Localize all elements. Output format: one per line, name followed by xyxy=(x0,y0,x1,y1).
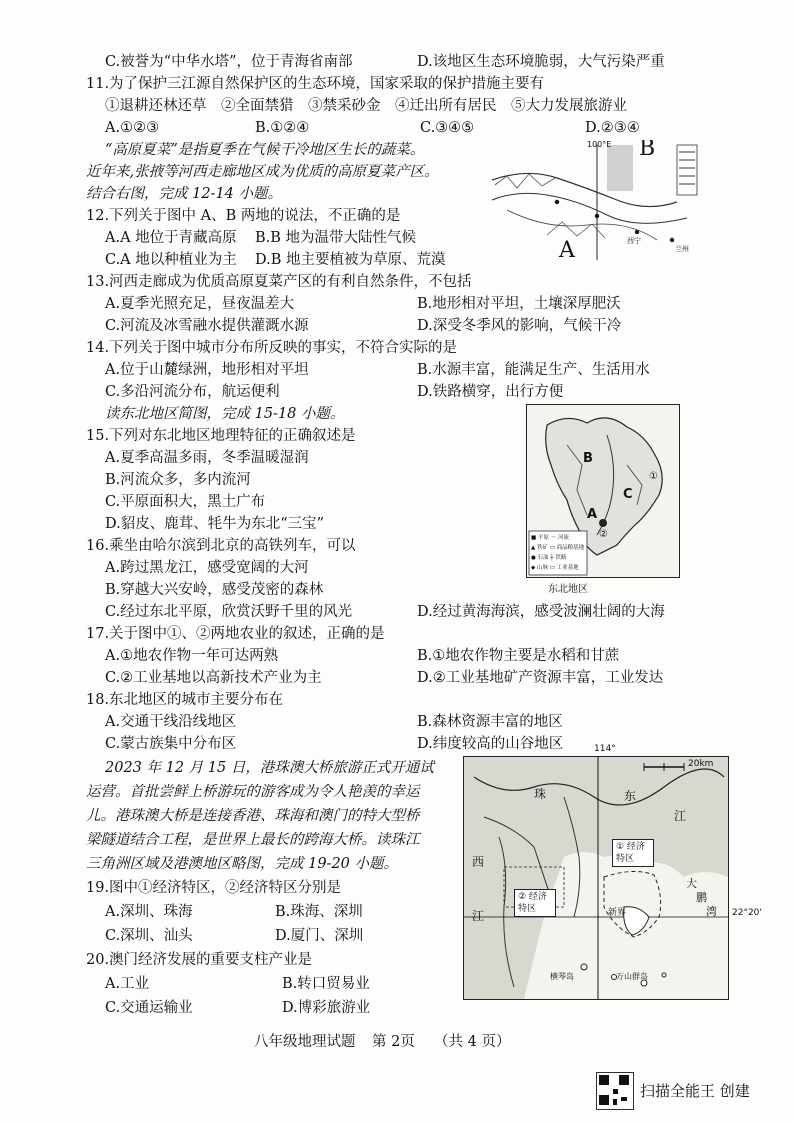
prd-map-label-jiang: 江 xyxy=(674,809,687,823)
footer-page: 第 2页 xyxy=(372,1034,415,1050)
intro-12-line-3: 结合右图，完成 12-14 小题。 xyxy=(86,186,283,202)
q14-stem: 14.下列关于图中城市分布所反映的事实，不符合实际的是 xyxy=(86,340,458,356)
northeast-map-label-a: A xyxy=(587,507,598,522)
northeast-map-label-b: B xyxy=(583,451,593,466)
legend-row: ● 石油 ┼ 铁路 xyxy=(531,555,567,561)
q14-option-c: C.多沿河流分布，航运便利 xyxy=(105,384,280,400)
q15-option-b: B.河流众多，多内流河 xyxy=(105,472,251,488)
intro-19-line-1: 2023 年 12 月 15 日，港珠澳大桥旅游正式开通试 xyxy=(105,760,434,776)
q11-stem: 11.为了保护三江源自然保护区的生态环境，国家采取的保护措施主要有 xyxy=(86,76,545,92)
northeast-map-legend xyxy=(531,533,584,573)
footer-total: （共 4 页） xyxy=(434,1034,511,1050)
pearl-river-delta-map xyxy=(463,756,729,1000)
q18-option-d: D.纬度较高的山谷地区 xyxy=(417,736,564,752)
prd-map-label-xinjie: 新界 xyxy=(608,908,627,918)
hexi-map-city-lanzhou: 兰州 xyxy=(675,245,689,253)
q10-option-d: D.该地区生态环境脆弱，大气污染严重 xyxy=(417,54,665,70)
q15-option-c: C.平原面积大，黑土广布 xyxy=(105,494,266,510)
hexi-map-drawing xyxy=(487,140,701,262)
q11-measures: ①退耕还林还草 ②全面禁猎 ③禁采砂金 ④迁出所有居民 ⑤大力发展旅游业 xyxy=(105,98,627,114)
q17-stem: 17.关于图中①、②两地农业的叙述，正确的是 xyxy=(86,626,385,642)
northeast-china-map xyxy=(526,404,680,578)
q11-option-b: B.①②④ xyxy=(255,120,310,136)
legend-row: ◆ 山脉 ▭ 工业基地 xyxy=(531,565,579,571)
northeast-map-label-2: ② xyxy=(599,529,608,540)
q13-option-c: C.河流及冰雪融水提供灌溉水源 xyxy=(105,318,309,334)
q18-option-a: A.交通干线沿线地区 xyxy=(105,714,237,730)
q12-option-b: B.B 地为温带大陆性气候 xyxy=(255,230,417,246)
q11-option-a: A.①②③ xyxy=(105,120,160,136)
prd-map-label-da: 大 xyxy=(686,877,697,890)
prd-map-label-jiang2: 江 xyxy=(472,909,485,923)
northeast-map-label-c: C xyxy=(623,487,633,502)
intro-19-line-4: 梁隧道结合工程，是世界上最长的跨海大桥。读珠江 xyxy=(86,832,420,848)
q12-option-c: C.A 地以种植业为主 xyxy=(105,252,237,268)
intro-12-line-1: “高原夏菜”是指夏季在气候干冷地区生长的蔬菜。 xyxy=(105,142,425,158)
q11-option-d: D.②③④ xyxy=(585,120,640,136)
q18-stem: 18.东北地区的城市主要分布在 xyxy=(86,692,284,708)
q19-stem: 19.图中①经济特区，②经济特区分别是 xyxy=(86,880,342,896)
q19-option-a: A.深圳、珠海 xyxy=(105,904,193,920)
prd-map-label-zhu: 珠 xyxy=(534,787,547,801)
hexi-map-label-b: B xyxy=(639,140,656,161)
q14-option-d: D.铁路横穿，出行方便 xyxy=(417,384,564,400)
legend-row: ▲ 铁矿 ▭ 商品粮基地 xyxy=(531,545,585,551)
q13-option-d: D.深受冬季风的影响，气候干冷 xyxy=(417,318,622,334)
prd-map-sez-2: ② 经济特区 xyxy=(514,889,556,917)
q11-option-c: C.③④⑤ xyxy=(420,120,475,136)
prd-map-scale: 20km xyxy=(688,759,714,769)
hexi-map-label-a: A xyxy=(559,238,575,262)
q20-option-d: D.博彩旅游业 xyxy=(282,1000,371,1016)
q20-option-c: C.交通运输业 xyxy=(105,1000,193,1016)
prd-map-label-wanshan: 万山群岛 xyxy=(616,972,648,981)
q16-stem: 16.乘坐由哈尔滨到北京的高铁列车，可以 xyxy=(86,538,356,554)
prd-map-longitude: 114° xyxy=(594,744,616,754)
intro-19-line-5: 三角洲区域及港澳地区略图，完成 19-20 小题。 xyxy=(86,856,399,872)
q17-option-c: C.②工业基地以高新技术产业为主 xyxy=(105,670,322,686)
q12-option-d: D.B 地主要植被为草原、荒漠 xyxy=(255,252,446,268)
q13-option-b: B.地形相对平坦，土壤深厚肥沃 xyxy=(417,296,621,312)
q13-option-a: A.夏季光照充足，昼夜温差大 xyxy=(105,296,295,312)
intro-15: 读东北地区简图，完成 15-18 小题。 xyxy=(105,406,345,422)
hexi-map-city-xining: 西宁 xyxy=(627,237,641,245)
prd-map-latitude: 22°20' xyxy=(732,908,762,918)
q18-option-c: C.蒙古族集中分布区 xyxy=(105,736,237,752)
prd-map-label-wan: 湾 xyxy=(706,905,717,918)
hexi-map-longitude: 100°E xyxy=(587,140,612,149)
northeast-map-label-1: ① xyxy=(649,471,658,482)
q15-option-d: D.貂皮、鹿茸、牦牛为东北“三宝” xyxy=(105,516,325,532)
footer-title: 八年级地理试题 xyxy=(254,1034,356,1050)
q17-option-b: B.①地农作物主要是水稻和甘蔗 xyxy=(417,648,620,664)
prd-map-label-dong: 东 xyxy=(624,789,637,803)
prd-map-label-hengqin: 横琴岛 xyxy=(550,972,574,981)
q17-option-a: A.①地农作物一年可达两熟 xyxy=(105,648,279,664)
q17-option-d: D.②工业基地矿产资源丰富，工业发达 xyxy=(417,670,664,686)
prd-map-label-peng: 鹏 xyxy=(696,891,707,904)
qr-code-icon xyxy=(596,1072,634,1110)
q10-option-c: C.被誉为“中华水塔”，位于青海省南部 xyxy=(105,54,353,70)
hexi-corridor-map xyxy=(487,140,701,262)
q18-option-b: B.森林资源丰富的地区 xyxy=(417,714,563,730)
northeast-map-title: 东北地区 xyxy=(548,584,588,595)
prd-map-label-xi: 西 xyxy=(472,855,485,869)
q16-option-b: B.穿越大兴安岭，感受茂密的森林 xyxy=(105,582,324,598)
q16-option-c: C.经过东北平原，欣赏沃野千里的风光 xyxy=(105,604,353,620)
q14-option-a: A.位于山麓绿洲，地形相对平坦 xyxy=(105,362,309,378)
q15-stem: 15.下列对东北地区地理特征的正确叙述是 xyxy=(86,428,356,444)
q19-option-d: D.厦门、深圳 xyxy=(275,928,364,944)
q12-stem: 12.下列关于图中 A、B 两地的说法，不正确的是 xyxy=(86,208,401,224)
q19-option-c: C.深圳、汕头 xyxy=(105,928,193,944)
scanner-watermark: 扫描全能王 创建 xyxy=(640,1082,750,1100)
q20-option-b: B.转口贸易业 xyxy=(282,976,370,992)
q16-option-a: A.跨过黑龙江，感受宽阔的大河 xyxy=(105,560,309,576)
intro-19-line-3: 儿。港珠澳大桥是连接香港、珠海和澳门的特大型桥 xyxy=(86,808,420,824)
intro-12-line-2: 近年来,张掖等河西走廊地区成为优质的高原夏菜产区。 xyxy=(86,164,439,180)
prd-map-sez-1: ① 经济特区 xyxy=(612,839,654,867)
q12-option-a: A.A 地位于青藏高原 xyxy=(105,230,237,246)
q15-option-a: A.夏季高温多雨，冬季温暖湿润 xyxy=(105,450,309,466)
q20-option-a: A.工业 xyxy=(105,976,150,992)
q13-stem: 13.河西走廊成为优质高原夏菜产区的有利自然条件，不包括 xyxy=(86,274,472,290)
q14-option-b: B.水源丰富，能满足生产、生活用水 xyxy=(417,362,650,378)
legend-row: ■ 平原 ～ 河流 xyxy=(531,535,569,541)
q20-stem: 20.澳门经济发展的重要支柱产业是 xyxy=(86,952,313,968)
intro-19-line-2: 运营。首批尝鲜上桥游玩的游客成为令人艳羡的幸运 xyxy=(86,784,420,800)
q19-option-b: B.珠海、深圳 xyxy=(275,904,363,920)
q16-option-d: D.经过黄海海滨，感受波澜壮阔的大海 xyxy=(417,604,665,620)
